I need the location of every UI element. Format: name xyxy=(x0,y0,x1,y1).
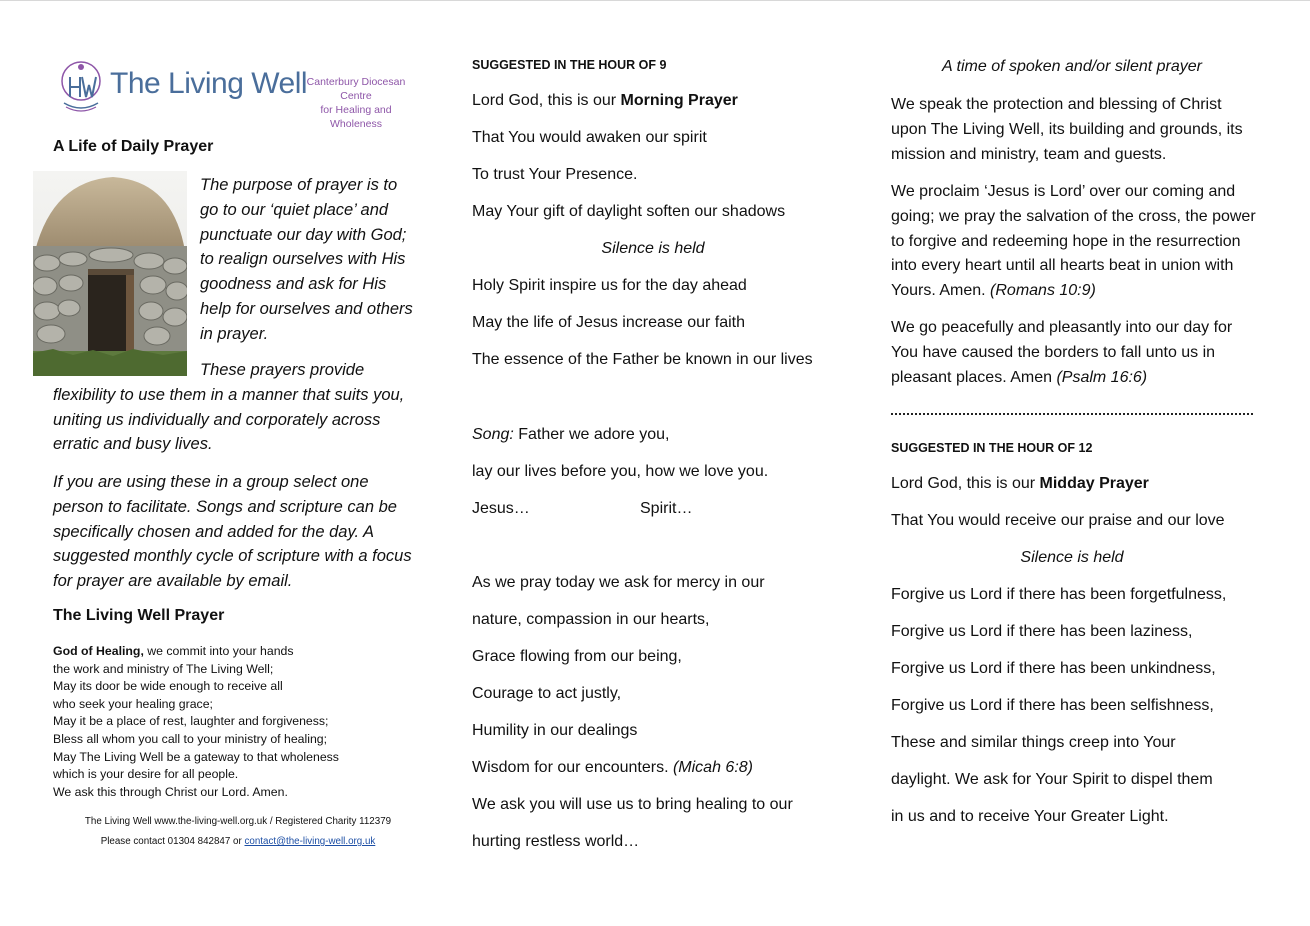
forgive-line: Forgive us Lord if there has been laziness, xyxy=(891,623,1193,640)
forgive-line: Forgive us Lord if there has been selfishness, xyxy=(891,697,1214,714)
song-line-2: lay our lives before you, how we love you. xyxy=(472,463,769,480)
silence-note: Silence is held xyxy=(601,240,705,257)
mercy-line: nature, compassion in our hearts, xyxy=(472,611,710,628)
living-well-prayer-heading: The Living Well Prayer xyxy=(53,607,225,624)
wisdom-line xyxy=(472,759,753,777)
dispel-line: daylight. We ask for Your Spirit to dispel them xyxy=(891,771,1213,788)
purpose-paragraph: The purpose of prayer is to go to our ‘quiet place’ and punctuate our day with God; to realign ourselves with His goodness and ask for His help for ourselves and others in prayer. xyxy=(200,176,413,343)
charity-footer: The Living Well www.the-living-well.org.uk / Registered Charity 112379 xyxy=(84,816,392,827)
morning-line: That You would awaken our spirit xyxy=(472,129,707,146)
prayer-lead: God of Healing, xyxy=(53,644,144,658)
flexibility-paragraph: These prayers provide flexibility to use them in a manner that suits you, uniting us individually and corporately across erratic and busy lives. xyxy=(53,361,405,454)
contact-email-link[interactable]: contact@the-living-well.org.uk xyxy=(244,836,376,847)
stone-hut-photo xyxy=(33,171,187,376)
logo-subtitle-line1: Canterbury Diocesan Centre xyxy=(306,76,406,102)
logo-subtitle xyxy=(300,75,412,131)
peace-paragraph xyxy=(891,316,1256,390)
hour-12-heading: SUGGESTED IN THE HOUR OF 12 xyxy=(891,441,1093,455)
psalm-reference: (Psalm 16:6) xyxy=(1056,368,1148,386)
morning-line: To trust Your Presence. xyxy=(472,166,638,183)
mercy-line: Humility in our dealings xyxy=(472,722,638,739)
wisdom-text: Wisdom for our encounters. xyxy=(472,759,673,776)
morning-intro-text: Lord God, this is our xyxy=(472,92,621,109)
prayer-line: May it be a place of rest, laughter and forgiveness; xyxy=(53,714,329,729)
song-jesus: Jesus… xyxy=(472,500,530,517)
contact-phone: Please contact 01304 842847 or xyxy=(100,836,245,847)
prayer-first-line: we commit into your hands xyxy=(143,644,294,658)
spoken-prayer-subtitle: A time of spoken and/or silent prayer xyxy=(942,58,1202,75)
healing-line: hurting restless world… xyxy=(472,833,640,850)
prayer-line: who seek your healing grace; xyxy=(53,696,213,711)
forgive-line: Forgive us Lord if there has been unkindness, xyxy=(891,660,1216,677)
peace-text: We go peacefully and pleasantly into our day for You have caused the borders to fall unto us in pleasant places. Amen xyxy=(891,319,1233,386)
forgive-line: Forgive us Lord if there has been forgetfulness, xyxy=(891,586,1227,603)
greater-light-line: in us and to receive Your Greater Light. xyxy=(891,808,1169,825)
prayer-line xyxy=(53,643,423,661)
song-text: Father we adore you, xyxy=(513,426,670,443)
morning-line: Holy Spirit inspire us for the day ahead xyxy=(472,277,747,294)
midday-prayer-intro xyxy=(891,475,1149,493)
mercy-line: Courage to act justly, xyxy=(472,685,622,702)
song-spirit: Spirit… xyxy=(640,500,693,517)
morning-prayer-title: Morning Prayer xyxy=(620,92,738,109)
prayer-line: Bless all whom you call to your ministry of healing; xyxy=(53,731,328,746)
song-label: Song: xyxy=(472,426,514,443)
morning-line: The essence of the Father be known in our lives xyxy=(472,351,813,368)
stone-hut-image xyxy=(33,171,187,376)
living-well-logo xyxy=(58,57,418,130)
healing-line: We ask you will use us to bring healing to our xyxy=(472,796,793,813)
morning-line: May the life of Jesus increase our faith xyxy=(472,314,746,331)
well-logo-icon xyxy=(58,57,104,115)
micah-reference: (Micah 6:8) xyxy=(672,759,753,776)
song-line xyxy=(472,426,669,444)
proclaim-paragraph xyxy=(891,180,1259,304)
prayer-line: the work and ministry of The Living Well; xyxy=(53,661,274,676)
mercy-line: As we pray today we ask for mercy in our xyxy=(472,574,765,591)
living-well-prayer xyxy=(53,643,423,801)
prayer-line: which is your desire for all people. xyxy=(53,767,239,782)
mercy-line: Grace flowing from our being, xyxy=(472,648,682,665)
logo-subtitle-line2: for Healing and Wholeness xyxy=(320,104,392,130)
creep-line: These and similar things creep into Your xyxy=(891,734,1176,751)
group-paragraph: If you are using these in a group select one person to facilitate. Songs and scripture can be specifically chosen and added for the day. A suggested monthly cycle of scripture with a focus for prayer are available by email. xyxy=(53,473,412,591)
praise-line: That You would receive our praise and our love xyxy=(891,512,1225,529)
prayer-line: May The Living Well be a gateway to that wholeness xyxy=(53,749,339,764)
dotted-divider xyxy=(891,405,1253,415)
midday-prayer-title: Midday Prayer xyxy=(1039,475,1149,492)
romans-reference: (Romans 10:9) xyxy=(990,282,1096,300)
protection-paragraph: We speak the protection and blessing of Christ upon The Living Well, its building and grounds, its mission and ministry, team and guests. xyxy=(891,96,1243,163)
morning-prayer-intro xyxy=(472,92,738,110)
contact-footer xyxy=(53,836,423,847)
daily-prayer-heading: A Life of Daily Prayer xyxy=(53,138,214,155)
logo-wordmark: The Living Well xyxy=(110,67,308,100)
silence-note: Silence is held xyxy=(1020,549,1124,566)
prayer-line: May its door be wide enough to receive all xyxy=(53,679,283,694)
prayer-line: We ask this through Christ our Lord. Amen. xyxy=(53,784,288,799)
proclaim-text: We proclaim ‘Jesus is Lord’ over our coming and going; we pray the salvation of the cross, the power to forgive and redeeming hope in the resurrection into every heart until all hearts beat in union with Yours. Amen. xyxy=(891,183,1256,300)
hour-9-heading: SUGGESTED IN THE HOUR OF 9 xyxy=(472,58,667,72)
morning-line: May Your gift of daylight soften our shadows xyxy=(472,203,786,220)
midday-intro-text: Lord God, this is our xyxy=(891,475,1040,492)
